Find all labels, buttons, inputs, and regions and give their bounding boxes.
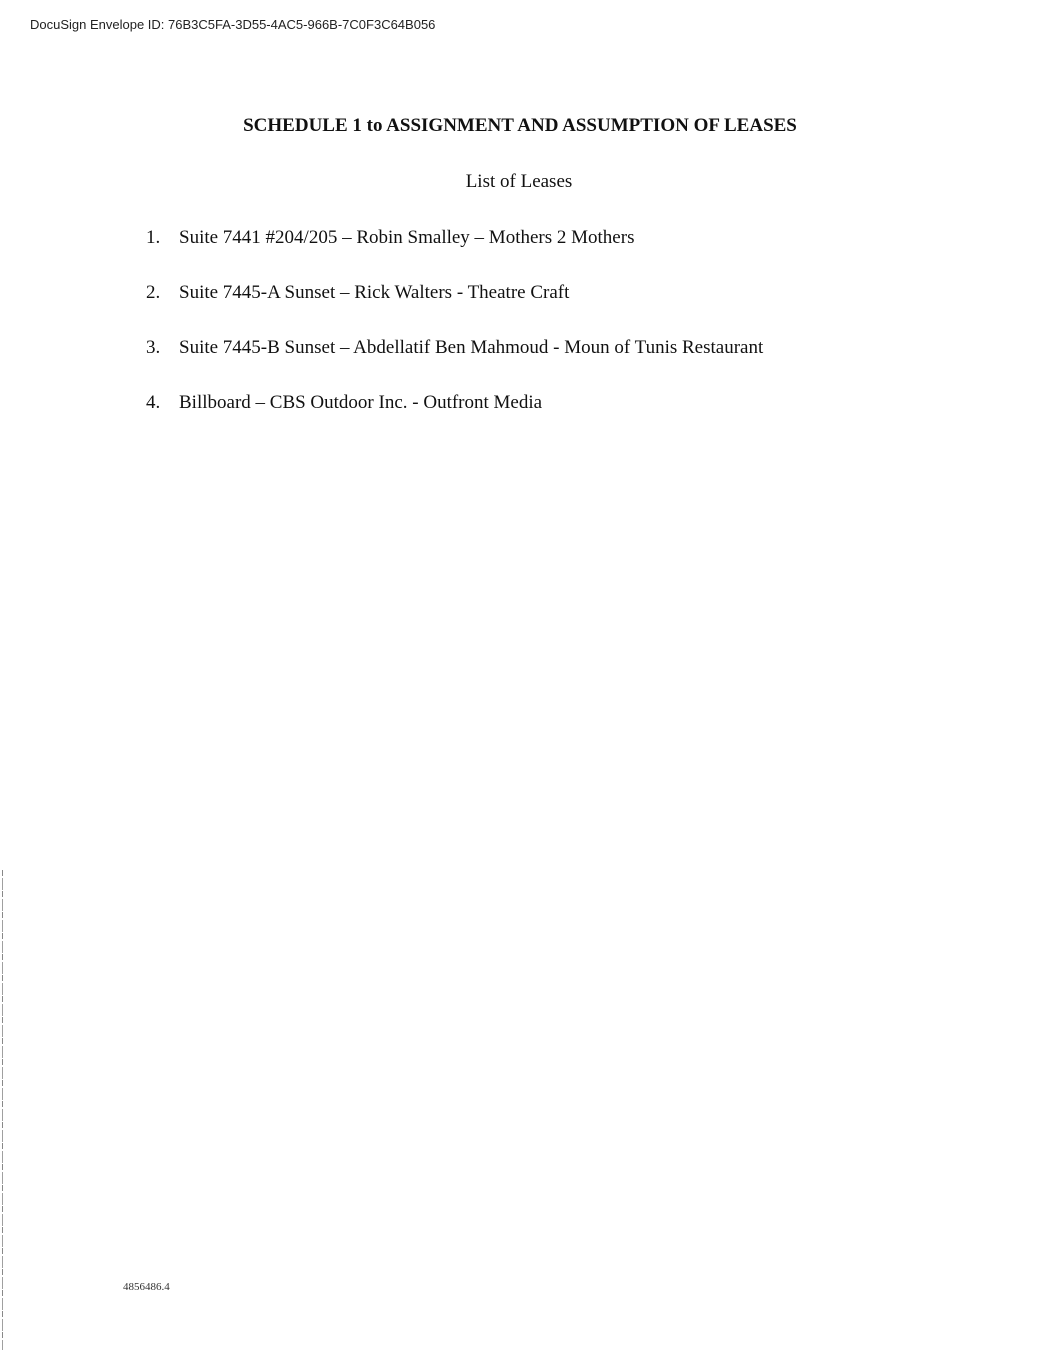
lease-item [146, 226, 763, 281]
lease-text: Billboard – CBS Outdoor Inc. - Outfront Media [179, 392, 543, 413]
docusign-envelope-id: DocuSign Envelope ID: 76B3C5FA-3D55-4AC5-966B-7C0F3C64B056 [30, 17, 436, 32]
document-subtitle: List of Leases [465, 171, 573, 192]
lease-number: 1. [146, 227, 161, 248]
lease-item [146, 281, 763, 336]
lease-list [146, 226, 763, 446]
document-title: SCHEDULE 1 to ASSIGNMENT AND ASSUMPTION OF LEASES [243, 115, 797, 136]
lease-text: Suite 7441 #204/205 – Robin Smalley – Mothers 2 Mothers [179, 227, 635, 248]
lease-text: Suite 7445-A Sunset – Rick Walters - Theatre Craft [179, 282, 570, 303]
lease-number: 2. [146, 282, 161, 303]
document-footer-id: 4856486.4 [123, 1281, 170, 1293]
lease-text: Suite 7445-B Sunset – Abdellatif Ben Mahmoud - Moun of Tunis Restaurant [179, 337, 764, 358]
scan-edge-line [2, 870, 3, 1350]
lease-number: 3. [146, 337, 161, 358]
lease-number: 4. [146, 392, 161, 413]
lease-item [146, 391, 763, 446]
lease-item [146, 336, 763, 391]
